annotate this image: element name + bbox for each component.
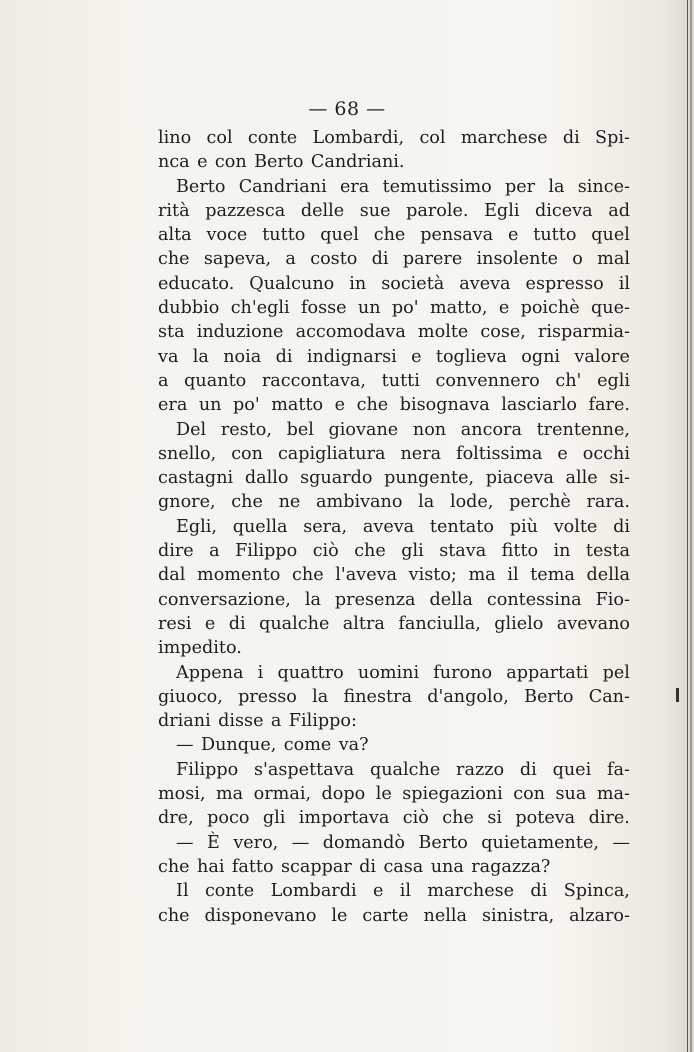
word: e xyxy=(508,225,519,246)
word: educato. xyxy=(158,273,235,294)
word: alle xyxy=(565,468,598,489)
word: resi xyxy=(158,613,192,634)
word: disse xyxy=(218,711,264,732)
word: risparmia- xyxy=(537,322,630,343)
text-line xyxy=(158,393,630,417)
word: più xyxy=(509,516,538,537)
word: di xyxy=(228,613,246,634)
word: le xyxy=(375,784,392,805)
word: po' xyxy=(233,395,260,416)
word: la xyxy=(548,176,565,197)
word: delle xyxy=(300,200,345,221)
word: conte xyxy=(247,128,298,148)
body-text xyxy=(158,126,630,928)
word: sinistra, xyxy=(481,905,555,926)
word: egli xyxy=(597,370,630,391)
word: scappar xyxy=(280,856,352,877)
text-line xyxy=(158,150,630,174)
word: marchese xyxy=(427,881,515,902)
text-line xyxy=(158,199,630,223)
word: aveva xyxy=(459,273,511,294)
word: impedito. xyxy=(158,638,242,659)
word: col xyxy=(206,128,233,148)
word: alzaro- xyxy=(569,905,630,926)
text-line xyxy=(158,563,630,587)
word: pungente, xyxy=(384,468,475,489)
word: quanto xyxy=(184,370,247,391)
word: fosse xyxy=(300,298,347,319)
word: Berto xyxy=(524,686,574,707)
word: la xyxy=(418,492,435,513)
text-line xyxy=(158,320,630,344)
word: — xyxy=(612,832,630,853)
word: lasciarlo xyxy=(501,395,578,416)
text-line xyxy=(158,806,630,830)
word: ancora xyxy=(460,419,522,440)
word: lode, xyxy=(449,492,494,513)
word: tema xyxy=(530,565,575,586)
word: mosi, xyxy=(158,784,206,805)
word: Spi- xyxy=(595,128,630,148)
word: tentato xyxy=(429,516,494,537)
word: di xyxy=(275,346,293,367)
word: d'angolo, xyxy=(427,686,509,707)
word: un xyxy=(357,298,381,319)
word: in xyxy=(349,273,367,294)
word: presso xyxy=(238,686,297,707)
word: che xyxy=(354,541,386,562)
word: cose, xyxy=(480,322,526,343)
word: valore xyxy=(574,346,630,367)
word: toglieva xyxy=(435,346,507,367)
word: quietamente, xyxy=(481,832,599,853)
word: di xyxy=(519,759,537,780)
word: Qualcuno xyxy=(249,273,335,294)
word: ma- xyxy=(596,784,630,805)
word: foltissima xyxy=(456,443,543,464)
word: que- xyxy=(591,298,630,319)
word: e xyxy=(204,613,216,634)
word: induzione xyxy=(196,322,284,343)
word: la xyxy=(304,589,321,610)
page-edge-shadow xyxy=(690,0,692,1052)
word: disponevano xyxy=(204,905,317,926)
text-line xyxy=(158,272,630,296)
word: s'aspettava xyxy=(254,759,355,780)
word: col xyxy=(419,128,446,148)
word: molte xyxy=(417,322,469,343)
word: fare. xyxy=(588,395,630,416)
word: Appena xyxy=(176,662,244,683)
word: le xyxy=(331,905,348,926)
word: con xyxy=(231,443,263,464)
word: hai xyxy=(197,856,225,877)
word: avevano xyxy=(556,613,630,634)
margin-mark xyxy=(676,688,679,702)
word: occhi xyxy=(582,443,630,464)
word: accomodava xyxy=(295,322,406,343)
word: ogni xyxy=(521,346,561,367)
word: Berto xyxy=(176,176,226,197)
word: non xyxy=(412,419,447,440)
word: di xyxy=(613,516,630,537)
word: una xyxy=(430,856,464,877)
word: insolente xyxy=(476,249,558,270)
word: e xyxy=(372,881,384,902)
word: il xyxy=(618,273,630,294)
word: Filippo xyxy=(235,541,298,562)
text-line xyxy=(158,782,630,806)
word: Del xyxy=(176,419,207,440)
word: era xyxy=(339,176,370,197)
text-line xyxy=(158,175,630,199)
word: contessina xyxy=(486,589,582,610)
word: matto xyxy=(271,395,324,416)
word: Filippo xyxy=(176,759,239,780)
word: presenza xyxy=(334,589,416,610)
word: giovane xyxy=(328,419,399,440)
word: dre, xyxy=(158,808,194,829)
word: poteva xyxy=(515,808,576,829)
word: va xyxy=(158,346,179,367)
word: matto, xyxy=(429,298,488,319)
word: società xyxy=(381,273,445,294)
word: capigliatura xyxy=(277,443,386,464)
word: dopo xyxy=(321,784,366,805)
word: di xyxy=(530,881,548,902)
word: fa- xyxy=(607,759,630,780)
word: in xyxy=(553,541,571,562)
text-line xyxy=(158,515,630,539)
word: temutissimo xyxy=(382,176,492,197)
word: marchese xyxy=(460,128,548,148)
word: ciò xyxy=(312,541,339,562)
text-line xyxy=(158,490,630,514)
word: Egli, xyxy=(176,516,217,537)
word: di xyxy=(562,128,580,148)
text-line xyxy=(158,855,630,879)
word: pensava xyxy=(420,225,494,246)
text-line xyxy=(158,661,630,685)
word: visto; xyxy=(408,565,457,586)
word: driani xyxy=(158,711,211,732)
word: il xyxy=(507,565,519,586)
word: di xyxy=(359,856,377,877)
word: nca xyxy=(158,152,190,173)
word: gli xyxy=(401,541,424,562)
word: convennero xyxy=(435,370,540,391)
word: conversazione, xyxy=(158,589,291,610)
word: bel xyxy=(286,419,314,440)
word: e xyxy=(411,346,422,367)
word: va? xyxy=(338,735,369,756)
word: domandò xyxy=(322,832,405,853)
word: e xyxy=(334,395,346,416)
word: voce xyxy=(206,225,248,246)
word: Spinca, xyxy=(563,881,630,902)
word: che xyxy=(442,808,474,829)
word: si- xyxy=(609,468,630,489)
word: qualche xyxy=(369,759,441,780)
word: uomini xyxy=(357,662,420,683)
word: glielo xyxy=(494,613,544,634)
word: come xyxy=(283,735,332,756)
word: sue xyxy=(359,200,391,221)
word: giuoco, xyxy=(158,686,223,707)
word: ragazza? xyxy=(471,856,551,877)
word: fatto xyxy=(231,856,274,877)
word: bisognava xyxy=(399,395,490,416)
word: il xyxy=(399,881,412,902)
word: quel xyxy=(320,225,359,246)
word: — xyxy=(291,832,310,853)
word: tutto xyxy=(262,225,306,246)
text-line xyxy=(158,831,630,855)
text-line xyxy=(158,369,630,393)
word: Il xyxy=(176,881,189,902)
text-line xyxy=(158,904,630,928)
word: e xyxy=(197,152,208,173)
text-line xyxy=(158,345,630,369)
text-line xyxy=(158,879,630,903)
word: che xyxy=(158,856,190,877)
word: raccontava, xyxy=(261,370,367,391)
word: l'aveva xyxy=(335,565,398,586)
word: — xyxy=(176,735,194,756)
word: Can- xyxy=(588,686,630,707)
word: momento xyxy=(197,565,281,586)
word: mal xyxy=(597,249,630,270)
word: Filippo: xyxy=(288,711,357,732)
word: testa xyxy=(585,541,630,562)
word: e xyxy=(557,443,568,464)
word: castagni xyxy=(158,468,234,489)
word: ne xyxy=(278,492,301,513)
word: dire. xyxy=(588,808,630,829)
word: resto, xyxy=(220,419,272,440)
word: trentenne, xyxy=(536,419,630,440)
word: ch'egli xyxy=(230,298,290,319)
word: che xyxy=(158,249,190,270)
word: tutto xyxy=(533,225,577,246)
word: Lombardi, xyxy=(312,128,405,148)
word: che xyxy=(356,395,389,416)
word: sua xyxy=(555,784,587,805)
word: È xyxy=(207,832,220,853)
word: la xyxy=(312,686,329,707)
word: ambivano xyxy=(316,492,403,513)
word: sta xyxy=(158,322,185,343)
text-line xyxy=(158,296,630,320)
word: dire xyxy=(158,541,194,562)
word: — xyxy=(176,832,194,853)
word: con xyxy=(513,784,546,805)
word: gnore, xyxy=(158,492,216,513)
word: ormai, xyxy=(253,784,312,805)
word: sera, xyxy=(303,516,348,537)
word: perchè xyxy=(509,492,571,513)
word: era xyxy=(158,395,188,416)
word: noia xyxy=(223,346,262,367)
word: che xyxy=(158,905,190,926)
word: Egli xyxy=(484,200,520,221)
word: sguardo xyxy=(300,468,373,489)
text-line xyxy=(158,612,630,636)
word: volte xyxy=(553,516,598,537)
word: nella xyxy=(423,905,468,926)
word: o xyxy=(572,249,583,270)
word: quei xyxy=(552,759,592,780)
word: fitto xyxy=(501,541,539,562)
word: nera xyxy=(400,443,442,464)
word: gli xyxy=(262,808,286,829)
text-line xyxy=(158,733,630,757)
word: furono xyxy=(433,662,493,683)
word: la xyxy=(192,346,209,367)
word: della xyxy=(586,565,630,586)
word: di xyxy=(371,249,389,270)
word: espresso xyxy=(525,273,604,294)
text-line xyxy=(158,418,630,442)
word: alta xyxy=(158,225,192,246)
text-line xyxy=(158,466,630,490)
word: rara. xyxy=(586,492,630,513)
word: sapeva, xyxy=(203,249,272,270)
word: finestra xyxy=(343,686,412,707)
word: Fio- xyxy=(595,589,630,610)
word: quattro xyxy=(277,662,344,683)
word: si xyxy=(487,808,502,829)
word: snello, xyxy=(158,443,217,464)
word: ad xyxy=(608,200,630,221)
word: quella xyxy=(232,516,288,537)
text-line xyxy=(158,588,630,612)
word: tutti xyxy=(381,370,420,391)
word: lino xyxy=(158,128,192,148)
word: Berto xyxy=(418,832,468,853)
word: quel xyxy=(591,225,630,246)
word: pel xyxy=(602,662,630,683)
word: altra xyxy=(342,613,385,634)
text-line xyxy=(158,636,630,660)
word: dubbio xyxy=(158,298,220,319)
word: diceva xyxy=(535,200,593,221)
word: per xyxy=(504,176,536,197)
word: spiegazioni xyxy=(402,784,503,805)
word: un xyxy=(198,395,222,416)
word: vero, xyxy=(233,832,279,853)
text-line xyxy=(158,247,630,271)
word: conte xyxy=(204,881,255,902)
word: rità xyxy=(158,200,190,221)
word: ch' xyxy=(555,370,582,391)
word: e xyxy=(498,298,510,319)
word: Dunque, xyxy=(200,735,277,756)
text-line xyxy=(158,758,630,782)
word: parere xyxy=(402,249,463,270)
page-edge-line xyxy=(687,0,688,1052)
word: parole. xyxy=(406,200,469,221)
word: poco xyxy=(207,808,250,829)
page-number: — 68 — xyxy=(308,98,386,120)
word: aveva xyxy=(362,516,415,537)
text-line xyxy=(158,709,630,733)
word: a xyxy=(270,711,282,732)
word: appartati xyxy=(506,662,589,683)
word: casa xyxy=(383,856,424,877)
word: che xyxy=(231,492,263,513)
text-line xyxy=(158,126,630,150)
word: fanciulla, xyxy=(398,613,481,634)
word: ma xyxy=(216,784,244,805)
word: since- xyxy=(577,176,630,197)
text-line xyxy=(158,685,630,709)
word: Candriani. xyxy=(310,152,405,173)
word: a xyxy=(209,541,220,562)
word: importava xyxy=(298,808,390,829)
word: stava xyxy=(439,541,487,562)
word: della xyxy=(429,589,473,610)
word: a xyxy=(158,370,169,391)
word: dal xyxy=(158,565,186,586)
word: carte xyxy=(362,905,409,926)
text-line xyxy=(158,223,630,247)
word: indignarsi xyxy=(306,346,397,367)
word: che xyxy=(373,225,406,246)
word: qualche xyxy=(259,613,330,634)
word: con xyxy=(214,152,247,173)
word: razzo xyxy=(456,759,505,780)
word: a xyxy=(285,249,296,270)
word: Candriani xyxy=(238,176,327,197)
word: costo xyxy=(310,249,358,270)
word: po' xyxy=(391,298,419,319)
word: ma xyxy=(468,565,496,586)
word: dallo xyxy=(244,468,289,489)
word: Lombardi xyxy=(270,881,357,902)
word: Berto xyxy=(254,152,304,173)
word: poichè xyxy=(520,298,580,319)
text-line xyxy=(158,442,630,466)
word: che xyxy=(292,565,324,586)
word: i xyxy=(257,662,264,683)
text-line xyxy=(158,539,630,563)
word: pazzesca xyxy=(205,200,286,221)
word: ciò xyxy=(402,808,429,829)
word: piaceva xyxy=(485,468,554,489)
